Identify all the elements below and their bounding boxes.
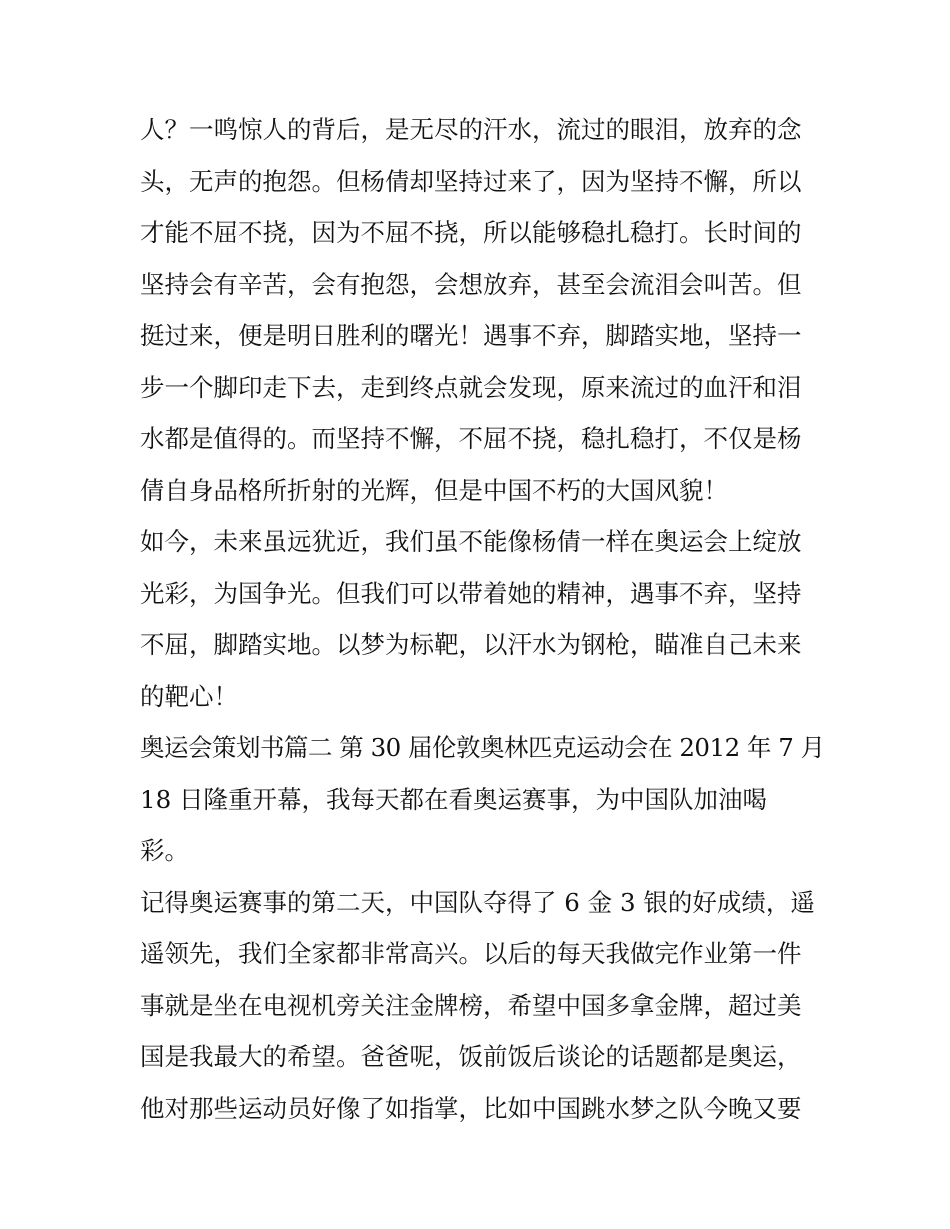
text-line: 国是我最大的希望。爸爸呢，饭前饭后谈论的话题都是奥运， — [140, 1042, 802, 1071]
text-line: 步一个脚印走下去，走到终点就会发现，原来流过的血汗和泪 — [140, 372, 802, 402]
text-line: 人？一鸣惊人的背后，是无尽的汗水，流过的眼泪，放弃的念 — [140, 115, 802, 144]
document-body — [140, 104, 825, 1134]
text-line: 不屈，脚踏实地。以梦为标靶，以汗水为钢枪，瞄准自己未来 — [140, 630, 802, 659]
text-line: 水都是值得的。而坚持不懈，不屈不挠，稳扎稳打，不仅是杨 — [140, 424, 802, 453]
text-line: 他对那些运动员好像了如指掌，比如中国跳水梦之队今晚又要 — [140, 1093, 802, 1123]
text-line: 事就是坐在电视机旁关注金牌榜，希望中国多拿金牌，超过美 — [140, 990, 802, 1020]
text-line: 彩。 — [140, 836, 189, 865]
text-line: 头，无声的抱怨。但杨倩却坚持过来了，因为坚持不懈，所以 — [140, 166, 802, 196]
text-line: 18 日隆重开幕，我每天都在看奥运赛事，为中国队加油喝 — [140, 784, 767, 814]
text-line: 如今，未来虽远犹近，我们虽不能像杨倩一样在奥运会上绽放 — [140, 527, 802, 556]
text-line: 倩自身品格所折射的光辉，但是中国不朽的大国风貌！ — [140, 475, 728, 505]
text-line: 遥领先，我们全家都非常高兴。以后的每天我做完作业第一件 — [140, 939, 802, 968]
text-line: 光彩，为国争光。但我们可以带着她的精神，遇事不弃，坚持 — [140, 578, 802, 608]
text-line: 坚持会有辛苦，会有抱怨，会想放弃，甚至会流泪会叫苦。但 — [140, 269, 802, 299]
text-line: 记得奥运赛事的第二天，中国队夺得了 6 金 3 银的好成绩，遥 — [140, 887, 815, 917]
text-line: 才能不屈不挠，因为不屈不挠，所以能够稳扎稳打。长时间的 — [140, 218, 802, 247]
text-line: 挺过来，便是明日胜利的曙光！遇事不弃，脚踏实地，坚持一 — [140, 321, 802, 350]
section-heading-line: 奥运会策划书篇二 第 30 届伦敦奥林匹克运动会在 2012 年 7 月 — [140, 733, 825, 762]
text-line: 的靶心！ — [140, 681, 238, 711]
